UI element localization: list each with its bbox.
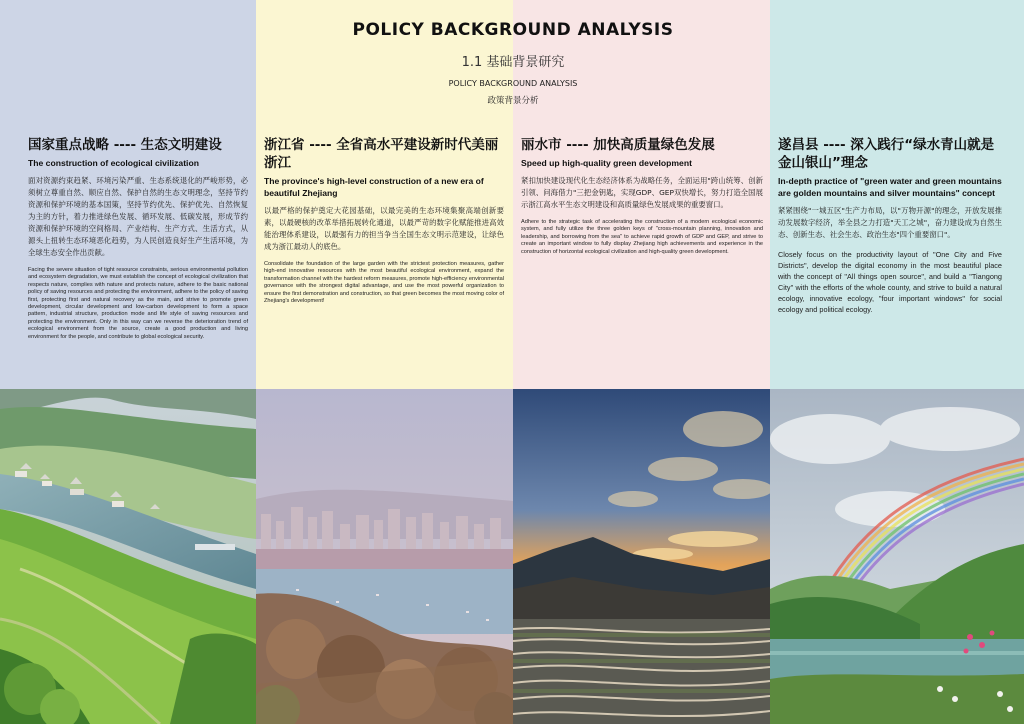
city-block xyxy=(521,136,763,256)
page-title: POLICY BACKGROUND ANALYSIS xyxy=(352,20,674,40)
city-body-en: Adhere to the strategic task of accelerating the construction of a modern ecological economic system, and fully utilize the three golden keys of "cross-mountain planning, innovation and leadership, and borrowing from the sea" to achieve rapid growth of GDP and GEP, and strive to create an important window to fully display Zhejiang high achievements and experience in the construction of horizontal ecological civilization and high-quality green development. xyxy=(521,219,763,255)
province-body-en: Consolidate the foundation of the large garden with the strictest protection measures, gather high-end innovative resources with the most beautiful ecological environment, expand the transformation channel with the hardest reform measures, promote high-efficiency environmental governance with the strongest digital advantage, and use the most powerful organization to ensure the first demonstration and construction, so that green becomes the most moving color of Zhejiang's development! xyxy=(264,261,504,305)
national-body-cn: 面对资源约束趋紧、环境污染严重、生态系统退化的严峻形势，必须树立尊重自然、顺应自然、保护自然的生态文明理念，坚持节约资源和保护环境的基本国策，坚持节约优先、保护优先、自然恢复为主的方针，着力推进绿色发展、循环发展、低碳发展，形成节约资源和保护环境的空间格局、产业结构、生产方式、生活方式，从源头上扭转生态环境恶化趋势，为人民创造良好生产生活环境，为全球生态安全作出贡献。 xyxy=(28,176,248,257)
county-body-cn: 紧紧围绕"一城五区"生产力布局，以"万物开源"的理念，开放发展推动发展数字经济，举全县之力打造"天工之城"，奋力建设成为自然生态、创新生态、社会生态、政治生态"四个重要窗口"。 xyxy=(778,206,1002,239)
section-subtitle-cn: 政策背景分析 xyxy=(487,96,539,106)
county-title-cn: 遂昌县 ---- 深入践行“绿水青山就是金山银山”理念 xyxy=(778,137,995,171)
province-body-cn: 以最严格的保护奠定大花园基础，以最完美的生态环境集聚高端创新要素，以最硬核的改革举措拓展转化通道，以最严苛的数字化赋能推进高效能治理体系建设，以最强有力的担当争当全国生态文明示范建设，让绿色成为浙江最动人的底色。 xyxy=(264,206,504,251)
province-title-cn: 浙江省 ---- 全省高水平建设新时代美丽浙江 xyxy=(264,137,499,171)
city-body-cn: 紧扣加快建设现代化生态经济体系为战略任务，全面运用"跨山统筹、创新引领、问海借力"三把金钥匙，实现GDP、GEP双快增长，努力打造全国展示浙江高水平生态文明建设和高质量绿色发展成果的重要窗口。 xyxy=(521,176,763,209)
national-title-cn: 国家重点战略 ---- 生态文明建设 xyxy=(28,137,222,153)
city-title-cn: 丽水市 ---- 加快高质量绿色发展 xyxy=(521,137,715,153)
page-header xyxy=(256,0,770,125)
county-title-en: In-depth practice of "green water and green mountains are golden mountains and silver mountains" concept xyxy=(778,176,1002,198)
rainbow-lake-photo xyxy=(770,389,1024,724)
county-body-en: Closely focus on the productivity layout of "One City and Five Districts", develop the digital economy in the most beautiful place with the concept of "All things open source", and build a "Tiangong City" with the efforts of the whole county, and strive to build a natural ecology, innovative ecology, "four important windows" for social ecology and political ecology. xyxy=(778,250,1002,314)
national-title-en: The construction of ecological civilization xyxy=(28,158,199,168)
terraced-fields-photo xyxy=(513,389,770,724)
section-number-title: 1.1 基础背景研究 xyxy=(461,55,565,70)
river-valley-photo xyxy=(0,389,256,724)
national-body-en: Facing the severe situation of tight resource constraints, serious environmental pollution and ecosystem degradation, we must establish the concept of ecological civilization that respects nature, complies with nature and protects nature, adhere to the basic national policy of saving resources and protecting the environment, adhere to the policy of saving first, protecting first and natural recovery as the main, and strive to promote green development, circular development and low-carbon development to form a space pattern, industrial structure, production mode and life style of saving resources and protecting the environment. Only in this way can we reverse the deterioration trend of ecological environment from the source, create a good production and living environment for the people, and contribute to global ecological security. xyxy=(28,267,248,340)
province-title-en: The province's high-level construction of a new era of beautiful Zhejiang xyxy=(264,176,484,198)
national-strategy-block xyxy=(28,136,248,341)
city-lake-photo xyxy=(256,389,513,724)
county-block xyxy=(778,136,1002,315)
city-title-en: Speed up high-quality green development xyxy=(521,158,692,168)
province-block xyxy=(264,136,504,305)
section-subtitle-en: POLICY BACKGROUND ANALYSIS xyxy=(448,79,578,88)
